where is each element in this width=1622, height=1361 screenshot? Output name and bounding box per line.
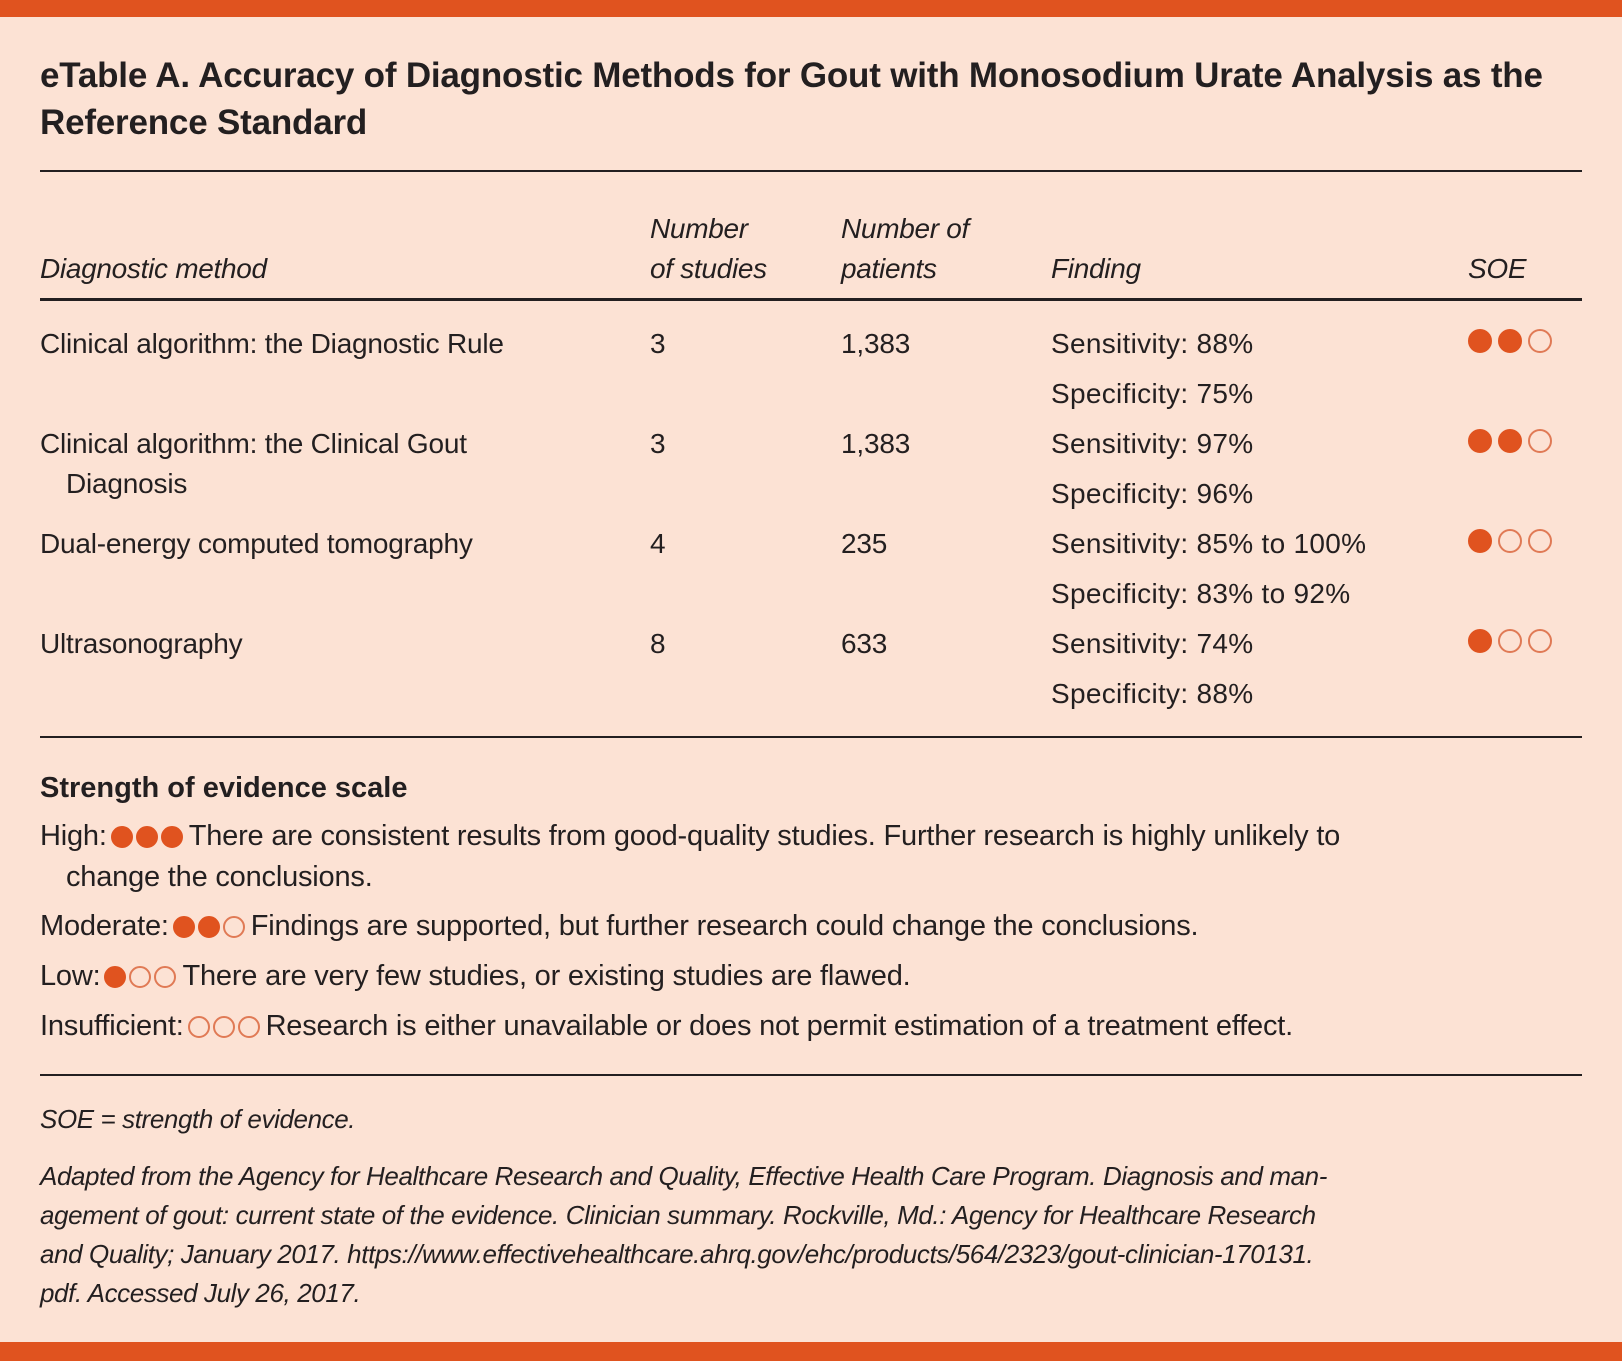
scale-level-label: High: bbox=[40, 820, 107, 852]
finding-sensitivity: Sensitivity: 85% to 100% bbox=[1051, 528, 1367, 559]
scale-title: Strength of evidence scale bbox=[40, 772, 408, 804]
method-name: Clinical algorithm: the Diagnostic Rule bbox=[40, 328, 504, 359]
method-name: Ultrasonography bbox=[40, 628, 243, 659]
source-note-line-2: agement of gout: current state of the evidence. Clinician summary. Rockville, Md.: Agency for Healthcare Research bbox=[40, 1200, 1316, 1230]
scale-level bbox=[40, 1006, 1560, 1047]
empty-circle-icon bbox=[1528, 529, 1552, 553]
filled-circle-icon bbox=[198, 916, 220, 938]
scale-level-label: Insufficient: bbox=[40, 1010, 184, 1042]
method-name-continued: Diagnosis bbox=[66, 468, 188, 499]
filled-circle-icon bbox=[173, 916, 195, 938]
filled-circle-icon bbox=[1468, 629, 1492, 653]
empty-circle-icon bbox=[1528, 429, 1552, 453]
finding-specificity: Specificity: 75% bbox=[1051, 378, 1254, 409]
source-note-line-1: Adapted from the Agency for Healthcare Research and Quality, Effective Health Care Program. Diagnosis and man- bbox=[40, 1161, 1327, 1191]
scale-level-description: There are consistent results from good-quality studies. Further research is highly unlikely to bbox=[188, 820, 1341, 852]
method-name: Clinical algorithm: the Clinical Gout bbox=[40, 428, 467, 459]
filled-circle-icon bbox=[161, 826, 183, 848]
empty-circle-icon bbox=[213, 1016, 235, 1038]
empty-circle-icon bbox=[1498, 629, 1522, 653]
scale-level-dots bbox=[188, 1016, 260, 1038]
number-of-patients: 1,383 bbox=[841, 428, 911, 459]
finding-sensitivity: Sensitivity: 97% bbox=[1051, 428, 1254, 459]
finding-specificity: Specificity: 88% bbox=[1051, 678, 1254, 709]
empty-circle-icon bbox=[129, 966, 151, 988]
number-of-studies: 8 bbox=[650, 628, 666, 659]
source-note-line-3: and Quality; January 2017. https://www.effectivehealthcare.ahrq.gov/ehc/products/564/2323/gout-clinician-170131. bbox=[40, 1239, 1314, 1269]
filled-circle-icon bbox=[1498, 429, 1522, 453]
header-number-studies-line1: Number bbox=[650, 213, 748, 244]
table-title: eTable A. Accuracy of Diagnostic Methods for Gout with Monosodium Urate Analysis as the Reference Standard bbox=[40, 56, 1543, 142]
scale-level bbox=[40, 906, 1560, 947]
number-of-patients: 1,383 bbox=[841, 328, 911, 359]
header-number-patients-line1: Number of bbox=[841, 213, 970, 244]
filled-circle-icon bbox=[111, 826, 133, 848]
scale-level bbox=[40, 816, 1560, 898]
empty-circle-icon bbox=[1498, 529, 1522, 553]
bottom-accent-bar bbox=[0, 1342, 1622, 1361]
header-number-studies-line2: of studies bbox=[650, 253, 767, 284]
header-number-patients-line2: patients bbox=[841, 253, 937, 284]
finding-sensitivity: Sensitivity: 88% bbox=[1051, 328, 1254, 359]
number-of-studies: 4 bbox=[650, 528, 666, 559]
soe-rating bbox=[1468, 629, 1552, 653]
scale-level-dots bbox=[173, 916, 245, 938]
soe-rating bbox=[1468, 529, 1552, 553]
scale-level-dots bbox=[104, 966, 176, 988]
finding-specificity: Specificity: 96% bbox=[1051, 478, 1254, 509]
number-of-studies: 3 bbox=[650, 328, 666, 359]
method-name: Dual-energy computed tomography bbox=[40, 528, 473, 559]
notes-divider bbox=[40, 1074, 1582, 1076]
empty-circle-icon bbox=[1528, 329, 1552, 353]
empty-circle-icon bbox=[154, 966, 176, 988]
header-divider bbox=[40, 298, 1582, 301]
empty-circle-icon bbox=[223, 916, 245, 938]
header-soe: SOE bbox=[1468, 253, 1527, 284]
number-of-patients: 235 bbox=[841, 528, 888, 559]
filled-circle-icon bbox=[1468, 329, 1492, 353]
source-note-line-4: pdf. Accessed July 26, 2017. bbox=[40, 1278, 361, 1308]
soe-rating bbox=[1468, 429, 1552, 453]
filled-circle-icon bbox=[1468, 529, 1492, 553]
scale-level-description-continued: change the conclusions. bbox=[66, 861, 373, 893]
filled-circle-icon bbox=[104, 966, 126, 988]
finding-sensitivity: Sensitivity: 74% bbox=[1051, 628, 1254, 659]
table-bottom-divider bbox=[40, 736, 1582, 738]
scale-level-description: Research is either unavailable or does not permit estimation of a treatment effect. bbox=[265, 1010, 1293, 1042]
empty-circle-icon bbox=[1528, 629, 1552, 653]
scale-level-label: Moderate: bbox=[40, 910, 169, 942]
finding-specificity: Specificity: 83% to 92% bbox=[1051, 578, 1351, 609]
filled-circle-icon bbox=[1468, 429, 1492, 453]
empty-circle-icon bbox=[238, 1016, 260, 1038]
header-diagnostic-method: Diagnostic method bbox=[40, 253, 267, 284]
filled-circle-icon bbox=[136, 826, 158, 848]
empty-circle-icon bbox=[188, 1016, 210, 1038]
top-accent-bar bbox=[0, 0, 1622, 17]
scale-level-dots bbox=[111, 826, 183, 848]
number-of-studies: 3 bbox=[650, 428, 666, 459]
scale-level-label: Low: bbox=[40, 960, 101, 992]
number-of-patients: 633 bbox=[841, 628, 888, 659]
abbreviation-note: SOE = strength of evidence. bbox=[40, 1104, 356, 1134]
header-finding: Finding bbox=[1051, 253, 1141, 284]
scale-level-description: There are very few studies, or existing studies are flawed. bbox=[182, 960, 911, 992]
scale-level-description: Findings are supported, but further research could change the conclusions. bbox=[250, 910, 1199, 942]
soe-rating bbox=[1468, 329, 1552, 353]
title-divider bbox=[40, 170, 1582, 172]
filled-circle-icon bbox=[1498, 329, 1522, 353]
scale-level bbox=[40, 956, 1560, 997]
